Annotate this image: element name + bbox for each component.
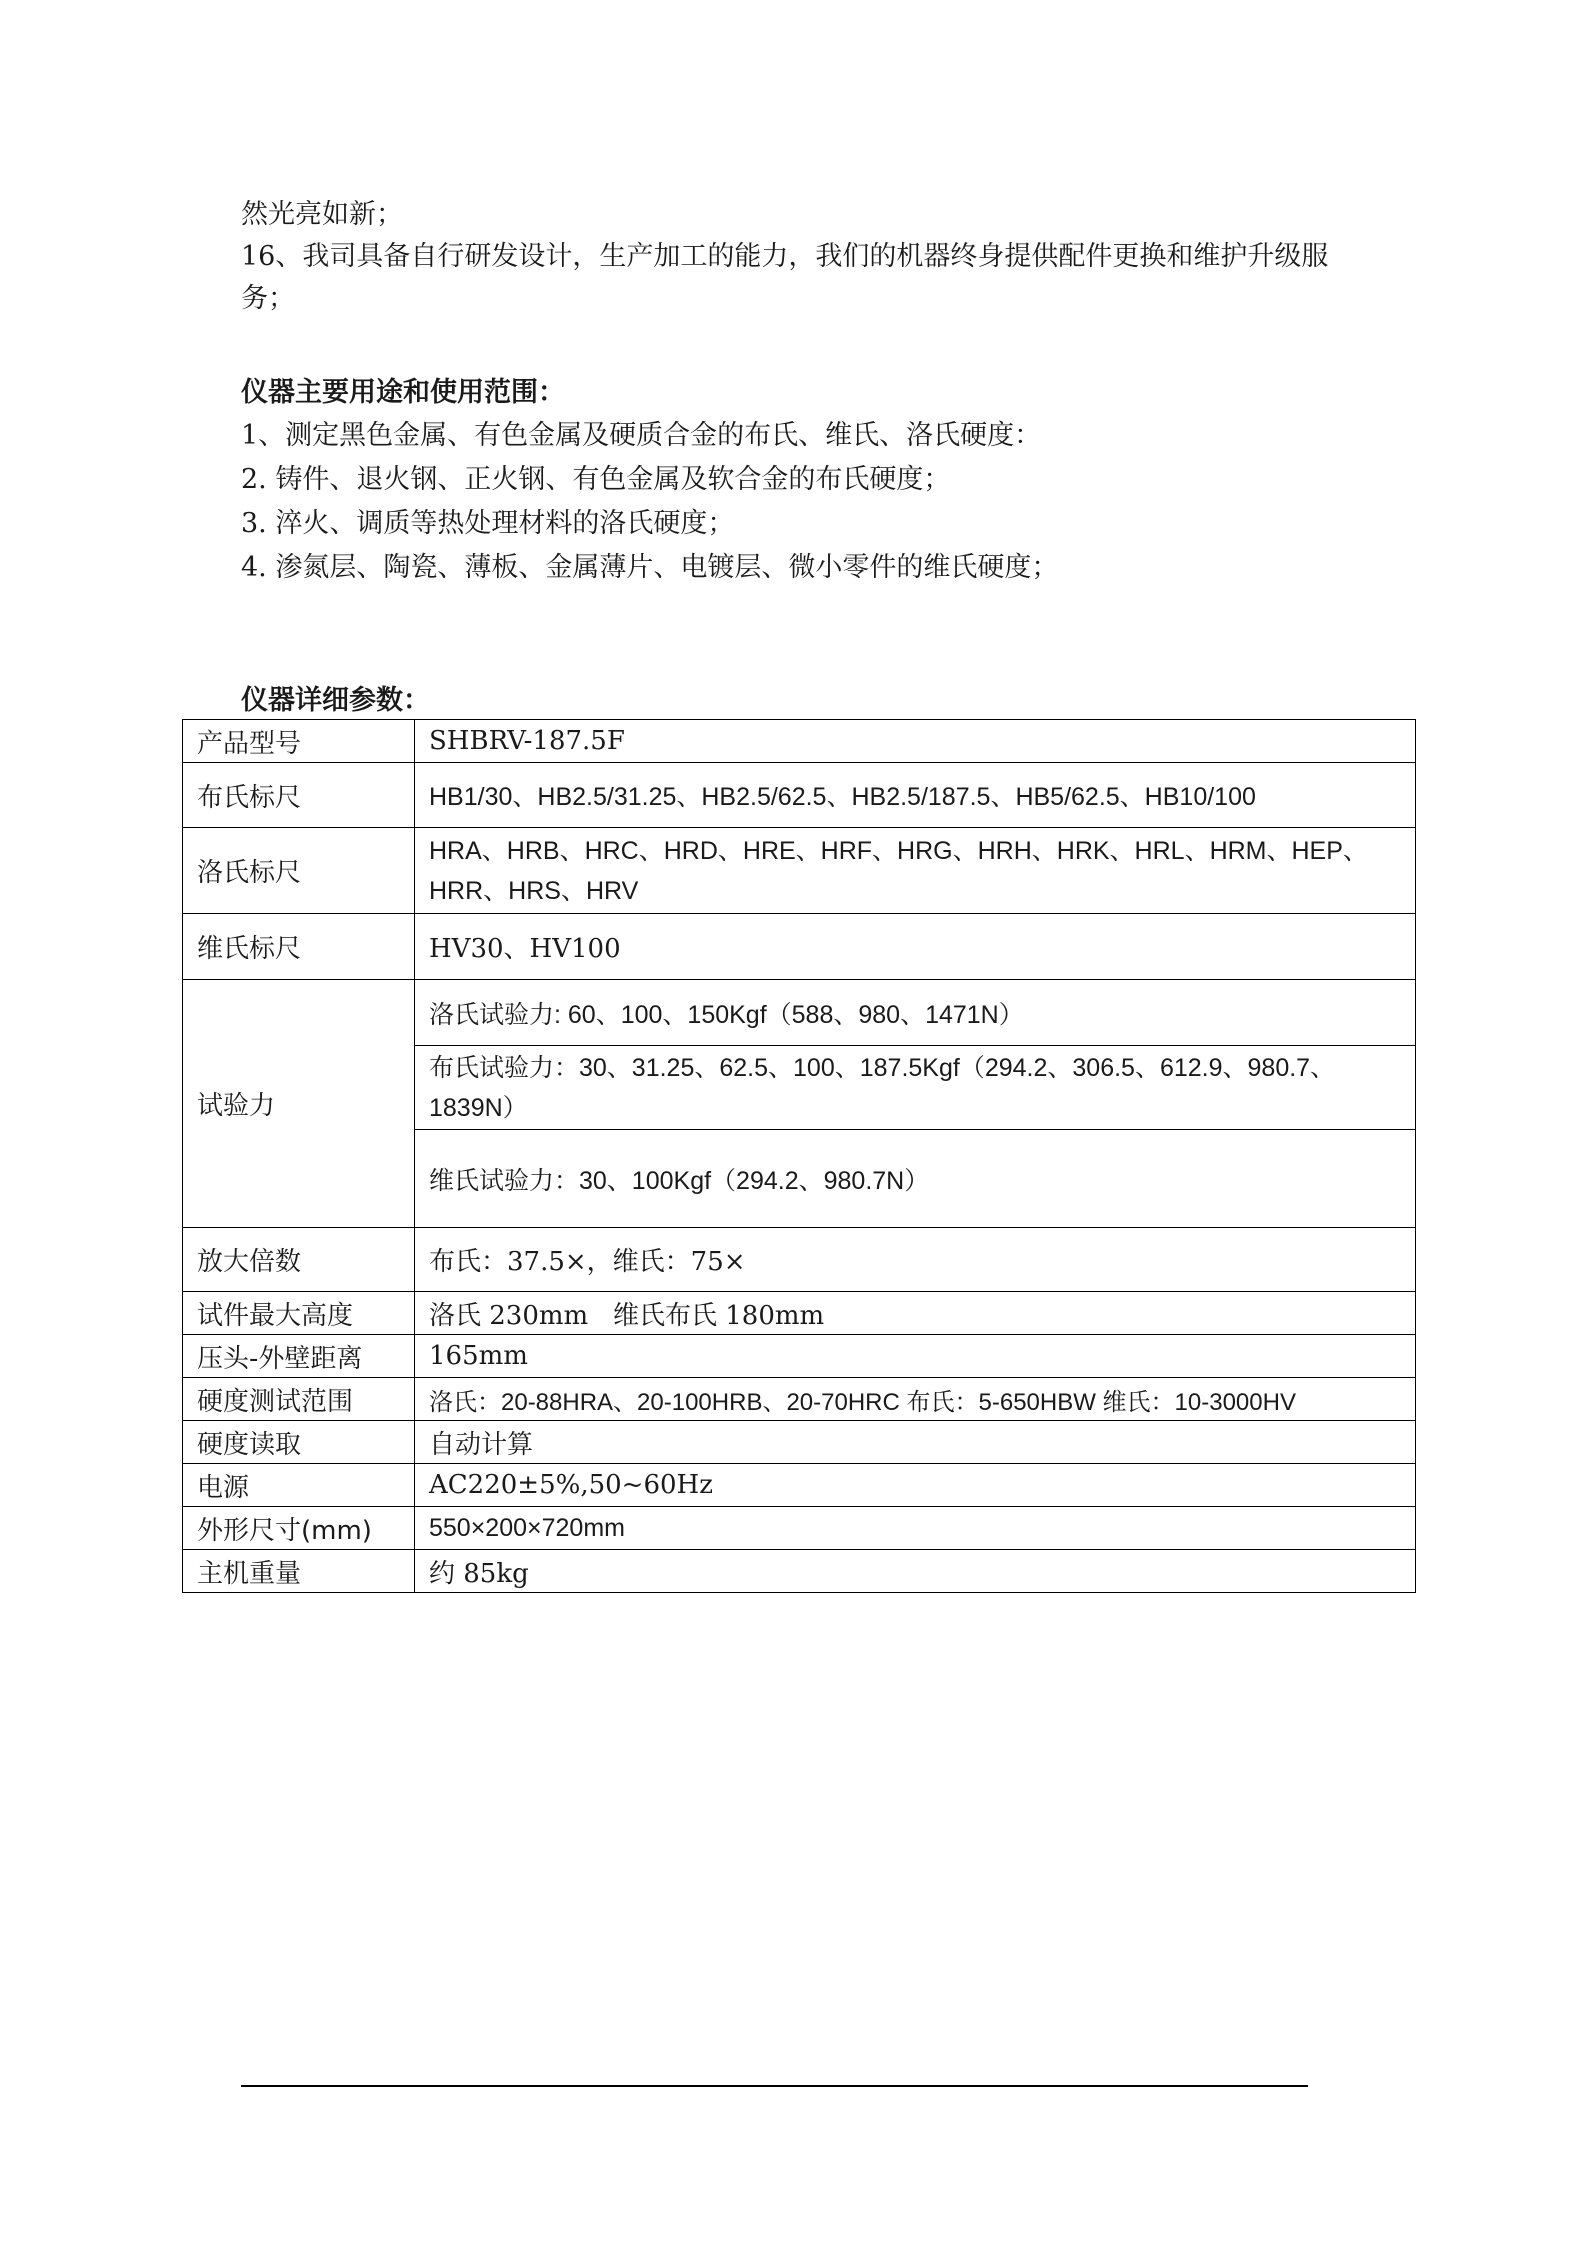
model-value: SHBRV-187.5F — [415, 720, 1416, 763]
vickers-force-value: 维氏试验力：30、100Kgf（294.2、980.7N） — [415, 1130, 1416, 1228]
rockwell-force-value: 洛氏试验力: 60、100、150Kgf（588、980、1471N） — [415, 980, 1416, 1046]
hardness-reading-label: 硬度读取 — [183, 1421, 415, 1464]
max-height-value: 洛氏 230mm 维氏布氏 180mm — [415, 1292, 1416, 1335]
table-row — [183, 914, 1416, 980]
table-row — [183, 1421, 1416, 1464]
table-row — [183, 1335, 1416, 1378]
model-label: 产品型号 — [183, 720, 415, 763]
usage-item-3: 3. 淬火、调质等热处理材料的洛氏硬度； — [241, 508, 735, 539]
rockwell-scale-label: 洛氏标尺 — [183, 828, 415, 914]
table-row — [183, 720, 1416, 763]
intro-line-3: 务； — [241, 283, 295, 314]
vickers-scale-value: HV30、HV100 — [415, 914, 1416, 980]
dimensions-label: 外形尺寸(mm) — [183, 1507, 415, 1550]
dimensions-value: 550×200×720mm — [415, 1507, 1416, 1550]
intro-line-2: 16、我司具备自行研发设计，生产加工的能力，我们的机器终身提供配件更换和维护升级服 — [241, 241, 1329, 272]
magnification-label: 放大倍数 — [183, 1228, 415, 1292]
table-row — [183, 980, 1416, 1046]
hardness-range-label: 硬度测试范围 — [183, 1378, 415, 1421]
usage-item-4: 4. 渗氮层、陶瓷、薄板、金属薄片、电镀层、微小零件的维氏硬度； — [241, 552, 1059, 583]
brinell-force-value: 布氏试验力：30、31.25、62.5、100、187.5Kgf（294.2、306.5、612.9、980.7、1839N） — [415, 1046, 1416, 1130]
params-table — [182, 719, 1416, 1593]
weight-label: 主机重量 — [183, 1550, 415, 1593]
table-row — [183, 1550, 1416, 1593]
table-row — [183, 763, 1416, 828]
table-row — [183, 1292, 1416, 1335]
test-force-label: 试验力 — [183, 980, 415, 1228]
weight-value: 约 85kg — [415, 1550, 1416, 1593]
hardness-range-value: 洛氏：20-88HRA、20-100HRB、20-70HRC 布氏：5-650HBW 维氏：10-3000HV — [415, 1378, 1416, 1421]
vickers-scale-label: 维氏标尺 — [183, 914, 415, 980]
table-row — [183, 1464, 1416, 1507]
magnification-value: 布氏：37.5×，维氏：75× — [415, 1228, 1416, 1292]
hardness-reading-value: 自动计算 — [415, 1421, 1416, 1464]
usage-item-2: 2. 铸件、退火钢、正火钢、有色金属及软合金的布氏硬度； — [241, 464, 951, 495]
max-height-label: 试件最大高度 — [183, 1292, 415, 1335]
table-row — [183, 1228, 1416, 1292]
power-value: AC220±5%,50~60Hz — [415, 1464, 1416, 1507]
power-label: 电源 — [183, 1464, 415, 1507]
params-heading: 仪器详细参数： — [241, 685, 430, 716]
usage-item-1: 1、测定黑色金属、有色金属及硬质合金的布氏、维氏、洛氏硬度： — [241, 420, 1042, 451]
brinell-scale-value: HB1/30、HB2.5/31.25、HB2.5/62.5、HB2.5/187.5、HB5/62.5、HB10/100 — [415, 763, 1416, 828]
table-row — [183, 1507, 1416, 1550]
table-row — [183, 828, 1416, 914]
throat-depth-value: 165mm — [415, 1335, 1416, 1378]
table-row — [183, 1378, 1416, 1421]
intro-line-1: 然光亮如新； — [241, 199, 403, 230]
throat-depth-label: 压头-外壁距离 — [183, 1335, 415, 1378]
rockwell-scale-value: HRA、HRB、HRC、HRD、HRE、HRF、HRG、HRH、HRK、HRL、HRM、HEP、HRR、HRS、HRV — [415, 828, 1416, 914]
brinell-scale-label: 布氏标尺 — [183, 763, 415, 828]
footer-rule — [241, 2085, 1308, 2087]
usage-heading: 仪器主要用途和使用范围： — [241, 377, 565, 408]
